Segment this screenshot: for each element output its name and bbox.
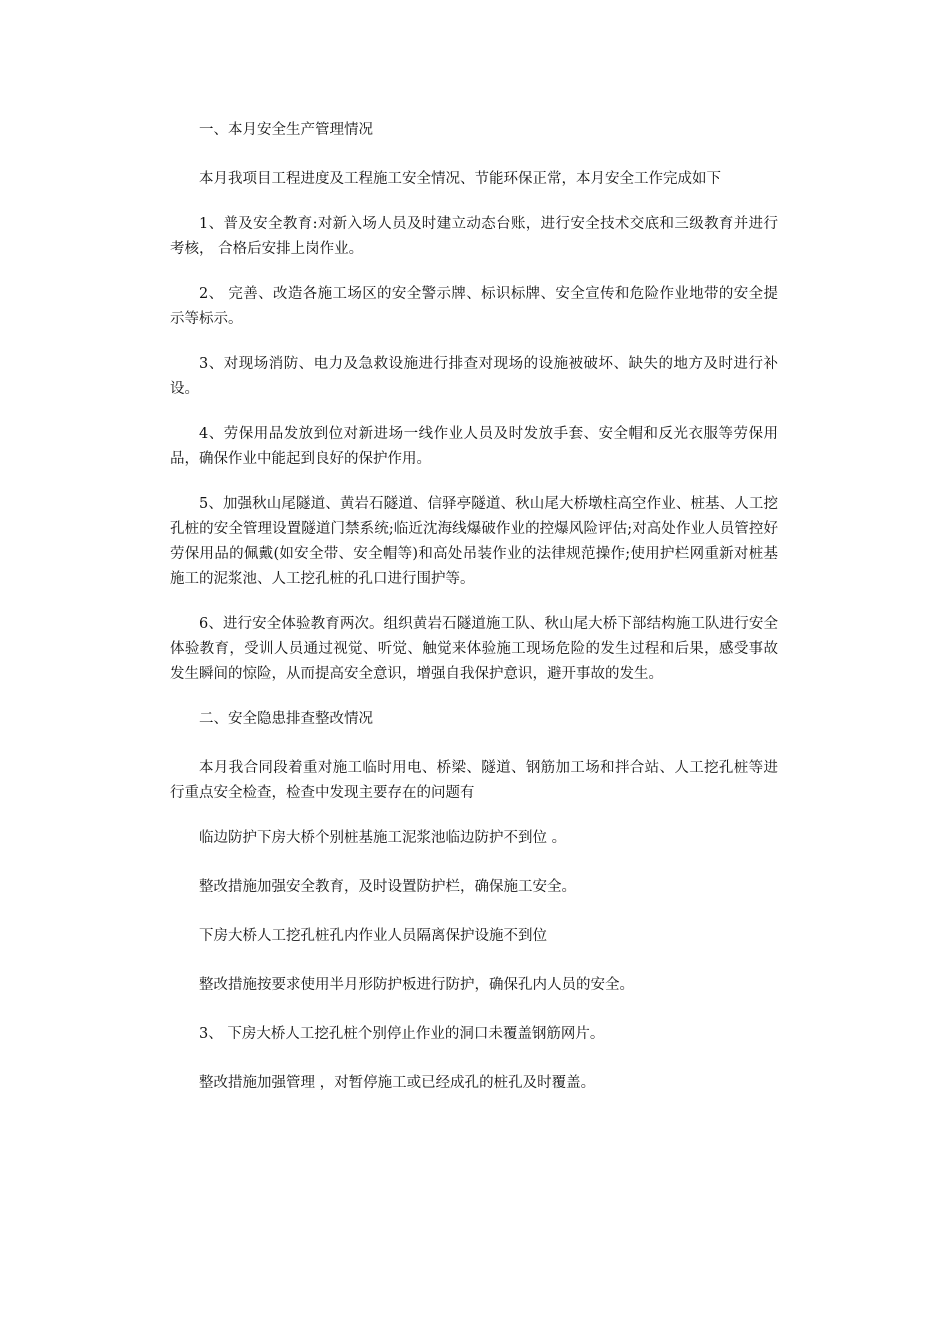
fix-1: 整改措施加强安全教育，及时设置防护栏，确保施工安全。: [199, 879, 576, 895]
fix-2: 整改措施按要求使用半月形防护板进行防护，确保孔内人员的安全。: [199, 977, 634, 993]
paragraph-item-4: 4、劳保用品发放到位对新进场一线作业人员及时发放手套、安全帽和反光衣服等劳保用品，确保作业中能起到良好的保护作用。: [170, 426, 778, 467]
paragraph-item-3: 3、对现场消防、电力及急救设施进行排查对现场的设施被破坏、缺失的地方及时进行补设。: [170, 356, 778, 397]
issue-2: 下房大桥人工挖孔桩孔内作业人员隔离保护设施不到位: [199, 928, 547, 944]
paragraph-item-5: 5、加强秋山尾隧道、黄岩石隧道、信驿亭隧道、秋山尾大桥墩柱高空作业、桩基、人工挖孔桩的安全管理设置隧道门禁系统;临近沈海线爆破作业的控爆风险评估;对高处作业人员管控好劳保用品的佩戴(如安全带、安全帽等)和高处吊装作业的法律规范操作;使用护栏网重新对桩基施工的泥浆池、人工挖孔桩的孔口进行围护等。: [170, 496, 778, 587]
issue-1: 临边防护下房大桥个别桩基施工泥浆池临边防护不到位 。: [199, 830, 567, 846]
issue-3: 3、 下房大桥人工挖孔桩个别停止作业的洞口未覆盖钢筋网片。: [199, 1026, 605, 1042]
paragraph-intro: 本月我项目工程进度及工程施工安全情况、节能环保正常，本月安全工作完成如下: [199, 171, 721, 187]
paragraph-item-2: 2、 完善、改造各施工场区的安全警示牌、标识标牌、安全宣传和危险作业地带的安全提示等标示。: [170, 286, 778, 327]
paragraph-inspection: 本月我合同段着重对施工临时用电、桥梁、隧道、钢筋加工场和拌合站、人工挖孔桩等进行重点安全检查，检查中发现主要存在的问题有: [170, 760, 778, 801]
fix-3: 整改措施加强管理 ，对暂停施工或已经成孔的桩孔及时覆盖。: [199, 1075, 596, 1091]
paragraph-item-6: 6、进行安全体验教育两次。组织黄岩石隧道施工队、秋山尾大桥下部结构施工队进行安全体验教育，受训人员通过视觉、听觉、触觉来体验施工现场危险的发生过程和后果，感受事故发生瞬间的惊险，从而提高安全意识，增强自我保护意识，避开事故的发生。: [170, 616, 778, 682]
document-body: [170, 118, 778, 1096]
section-heading-2: 二、安全隐患排查整改情况: [199, 711, 373, 727]
paragraph-item-1: 1、普及安全教育:对新入场人员及时建立动态台账，进行安全技术交底和三级教育并进行考核， 合格后安排上岗作业。: [170, 216, 778, 257]
section-heading-1: 一、本月安全生产管理情况: [199, 122, 373, 138]
